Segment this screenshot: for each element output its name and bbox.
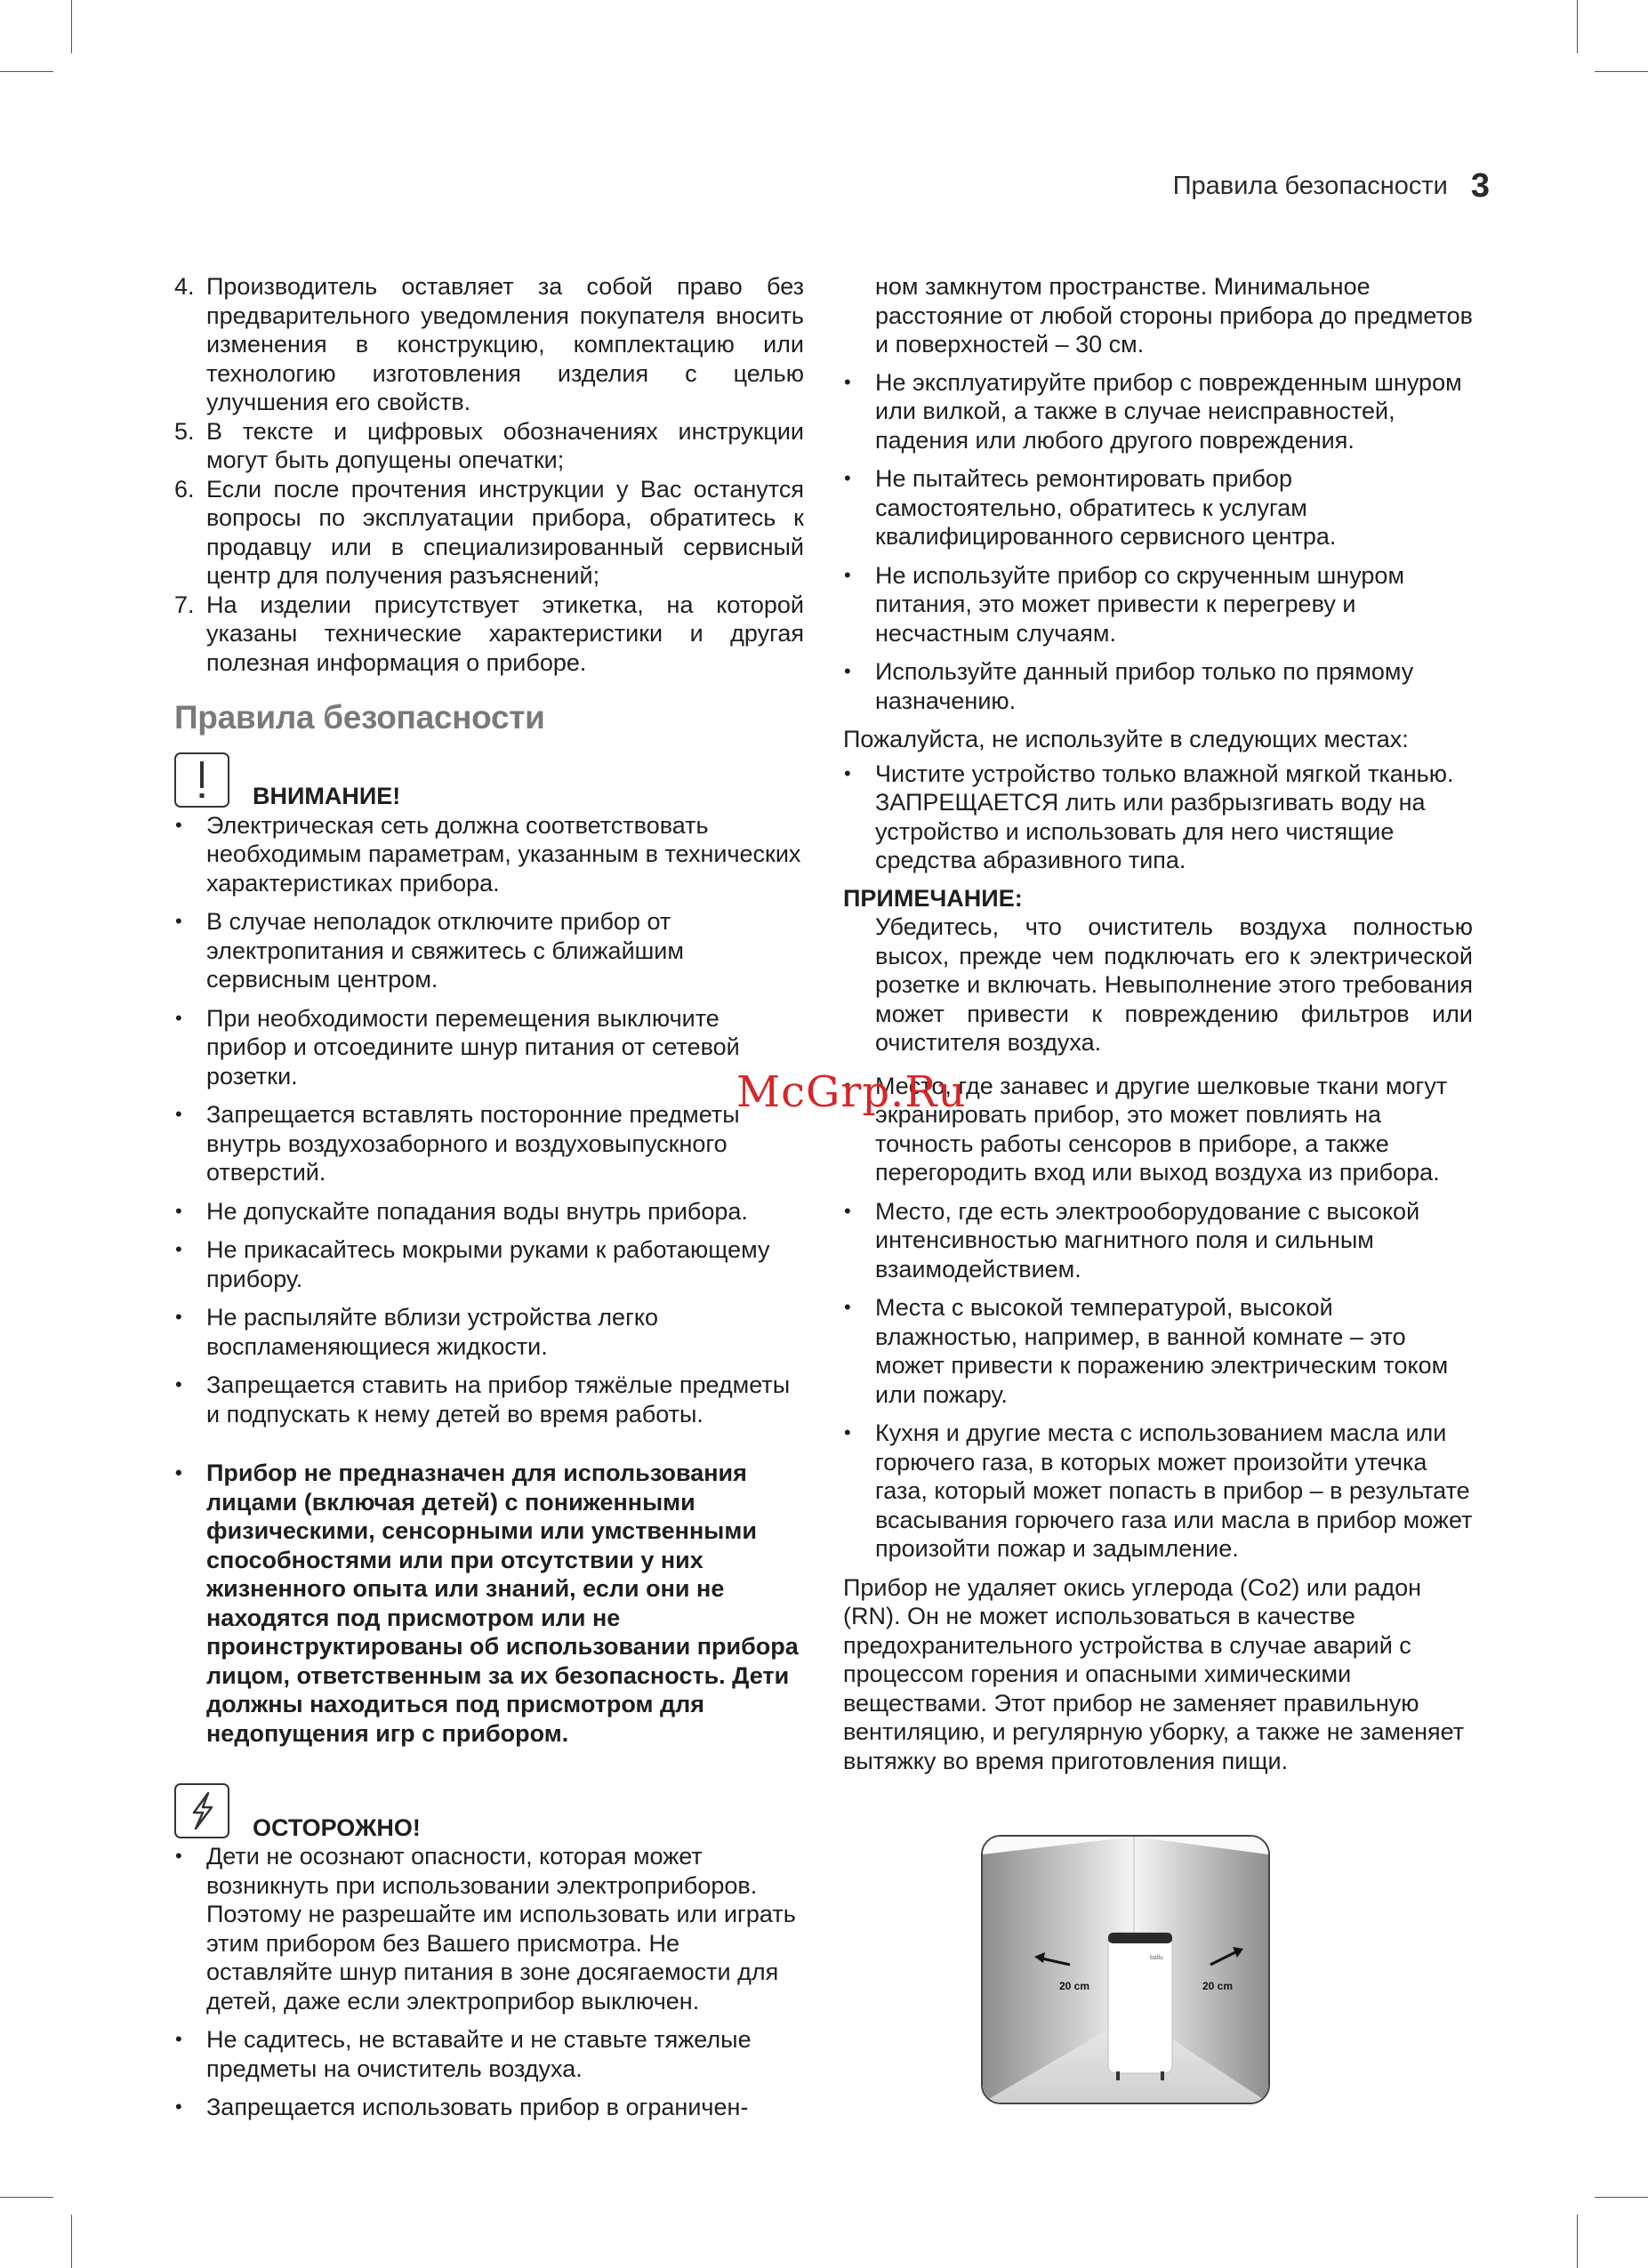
list-item: • Не прикасайтесь мокрыми руками к работающему прибору.	[174, 1235, 804, 1293]
numbered-item	[174, 272, 804, 417]
right-distance-label: 20 cm	[1202, 1980, 1234, 1992]
list-item: • Место, где есть электрооборудование с высокой интенсивностью магнитного поля и сильным взаимодействием.	[843, 1197, 1473, 1284]
list-item: • Места с высокой температурой, высокой влажностью, например, в ванной комнате – это может привести к поражению электрическим током или пожару.	[843, 1293, 1473, 1409]
list-item: • Не распыляйте вблизи устройства легко воспламеняющиеся жидкости.	[174, 1303, 804, 1361]
device-logo: ballu	[1150, 1955, 1163, 1961]
item-number: 7.	[174, 591, 195, 618]
list-item: • Дети не осознают опасности, которая может возникнуть при использовании электроприборов. Поэтому не разрешайте им использовать или играть этим прибором без Вашего присмотра. Не оставляйте шнур питания в зоне досягаемости для детей, даже если электроприбор выключен.	[174, 1842, 804, 2015]
closing-paragraph: Прибор не удаляет окись углерода (Co2) или радон (RN). Он не может использоваться в качестве предохранительного устройства в случае аварий с процессом горения и опасными химическими веществами. Этот прибор не заменяет правильную вентиляцию, и регулярную уборку, а также не заменяет вытяжку во время приготовления пищи.	[843, 1573, 1465, 1774]
right-column	[843, 272, 1473, 1781]
exclamation-icon	[174, 752, 229, 808]
list-item: • При необходимости перемещения выключите прибор и отсоедините шнур питания от сетевой розетки.	[174, 1004, 804, 1091]
list-item: • Запрещается ставить на прибор тяжёлые предметы и подпускать к нему детей во время работы.	[174, 1371, 804, 1428]
left-column	[174, 272, 804, 2132]
list-item: • Не используйте прибор со скрученным шнуром питания, это может привести к перегреву и несчастным случаям.	[843, 561, 1473, 648]
left-distance-label: 20 cm	[1059, 1980, 1090, 1992]
note-title: ПРИМЕЧАНИЕ:	[843, 884, 1023, 912]
numbered-item	[174, 417, 804, 475]
list-item: • Не пытайтесь ремонтировать прибор самостоятельно, обратитесь к услугам квалифицированного сервисного центра.	[843, 464, 1473, 551]
note-text: Убедитесь, что очиститель воздуха полностью высох, прежде чем подключать его к электрической розетке и включать. Невыполнение этого требования может привести к повреждению фильтров или очистителя воздуха.	[875, 913, 1473, 1056]
numbered-item	[174, 475, 804, 591]
list-item: • Запрещается использовать прибор в ограничен-	[174, 2093, 804, 2122]
item-number: 6.	[174, 475, 195, 503]
cleaning-forbid-text: ЗАПРЕЩАЕТСЯ лить или разбрызгивать воду на устройство и использовать для него чистящие средства абразивного типа.	[875, 789, 1426, 873]
page-number: 3	[1470, 167, 1490, 205]
item-text: В тексте и цифровых обозначениях инструкции могут быть допущены опечатки;	[206, 417, 804, 473]
header-section-title: Правила безопасности	[1172, 172, 1448, 200]
item-text: Если после прочтения инструкции у Вас останутся вопросы по эксплуатации прибора, обратитесь к продавцу или в специализированный сервисный центр для получения разъяснений;	[206, 475, 804, 589]
placement-figure	[981, 1835, 1270, 2104]
caution-title: ОСТОРОЖНО!	[253, 1814, 421, 1841]
crop-mark	[71, 0, 72, 53]
crop-mark	[1595, 2197, 1648, 2198]
room-corner-illustration	[983, 1837, 1268, 2103]
crop-mark	[0, 71, 53, 72]
watermark: McGrp.Ru	[736, 1067, 967, 1117]
list-item: • В случае неполадок отключите прибор от электропитания и свяжитесь с ближайшим сервисным центром.	[174, 907, 804, 994]
crop-mark	[1595, 71, 1648, 72]
list-item: • Не садитесь, не вставайте и не ставьте тяжелые предметы на очиститель воздуха.	[174, 2025, 804, 2083]
list-item: • Электрическая сеть должна соответствовать необходимым параметрам, указанным в технических характеристиках прибора.	[174, 811, 804, 898]
list-item: • Не эксплуатируйте прибор с поврежденным шнуром или вилкой, а также в случае неисправностей, падения или любого другого повреждения.	[843, 368, 1473, 455]
list-item: • Не допускайте попадания воды внутрь прибора.	[174, 1197, 804, 1226]
list-item: • Место, где занавес и другие шелковые ткани могут экранировать прибор, это может повлиять на точность работы сенсоров в приборе, а также перегородить вход или выход воздуха из прибора.	[843, 1072, 1473, 1187]
page-header	[1173, 167, 1490, 205]
bold-warning-item: • Прибор не предназначен для использования лицами (включая детей) с пониженными физическими, сенсорными или умственными способностями или при отсутствии у них жизненного опыта или знаний, если они не находятся под присмотром или не проинструктированы об использовании прибора лицом, ответственным за их безопасность. Дети должны находиться под присмотром для недопущения игр с прибором.	[174, 1459, 804, 1748]
attention-title: ВНИМАНИЕ!	[253, 783, 401, 809]
places-intro: Пожалуйста, не используйте в следующих местах:	[843, 726, 1409, 752]
crop-mark	[1577, 0, 1578, 53]
list-item: • Запрещается вставлять посторонние предметы внутрь воздухозаборного и воздуховыпускного отверстий.	[174, 1100, 804, 1187]
crop-mark	[71, 2215, 72, 2268]
section-heading: Правила безопасности	[174, 699, 545, 736]
lightning-icon	[174, 1783, 229, 1838]
list-item: • Чистите устройство только влажной мягкой тканью.	[843, 760, 1473, 789]
item-text: Производитель оставляет за собой право без предварительного уведомления покупателя вносить изменения в конструкцию, комплектацию или технологию изготовления изделия с целью улучшения его свойств.	[206, 273, 804, 415]
list-item: • Кухня и другие места с использованием масла или горючего газа, в которых может произойти утечка газа, который может попасть в прибор – в результате всасывания горючего газа или масла в прибор может произойти пожар и задымление.	[843, 1419, 1473, 1564]
list-item: • Используйте данный прибор только по прямому назначению.	[843, 657, 1473, 715]
caution-block	[174, 1783, 804, 1841]
crop-mark	[1577, 2215, 1578, 2268]
crop-mark	[0, 2197, 53, 2198]
continuation-text: ном замкнутом пространстве. Минимальное расстояние от любой стороны прибора до предметов и поверхностей – 30 см.	[875, 273, 1473, 358]
item-number: 5.	[174, 417, 195, 445]
item-number: 4.	[174, 273, 195, 300]
item-text: На изделии присутствует этикетка, на которой указаны технические характеристики и другая полезная информация о приборе.	[206, 591, 804, 676]
attention-block	[174, 752, 804, 808]
numbered-item	[174, 591, 804, 678]
